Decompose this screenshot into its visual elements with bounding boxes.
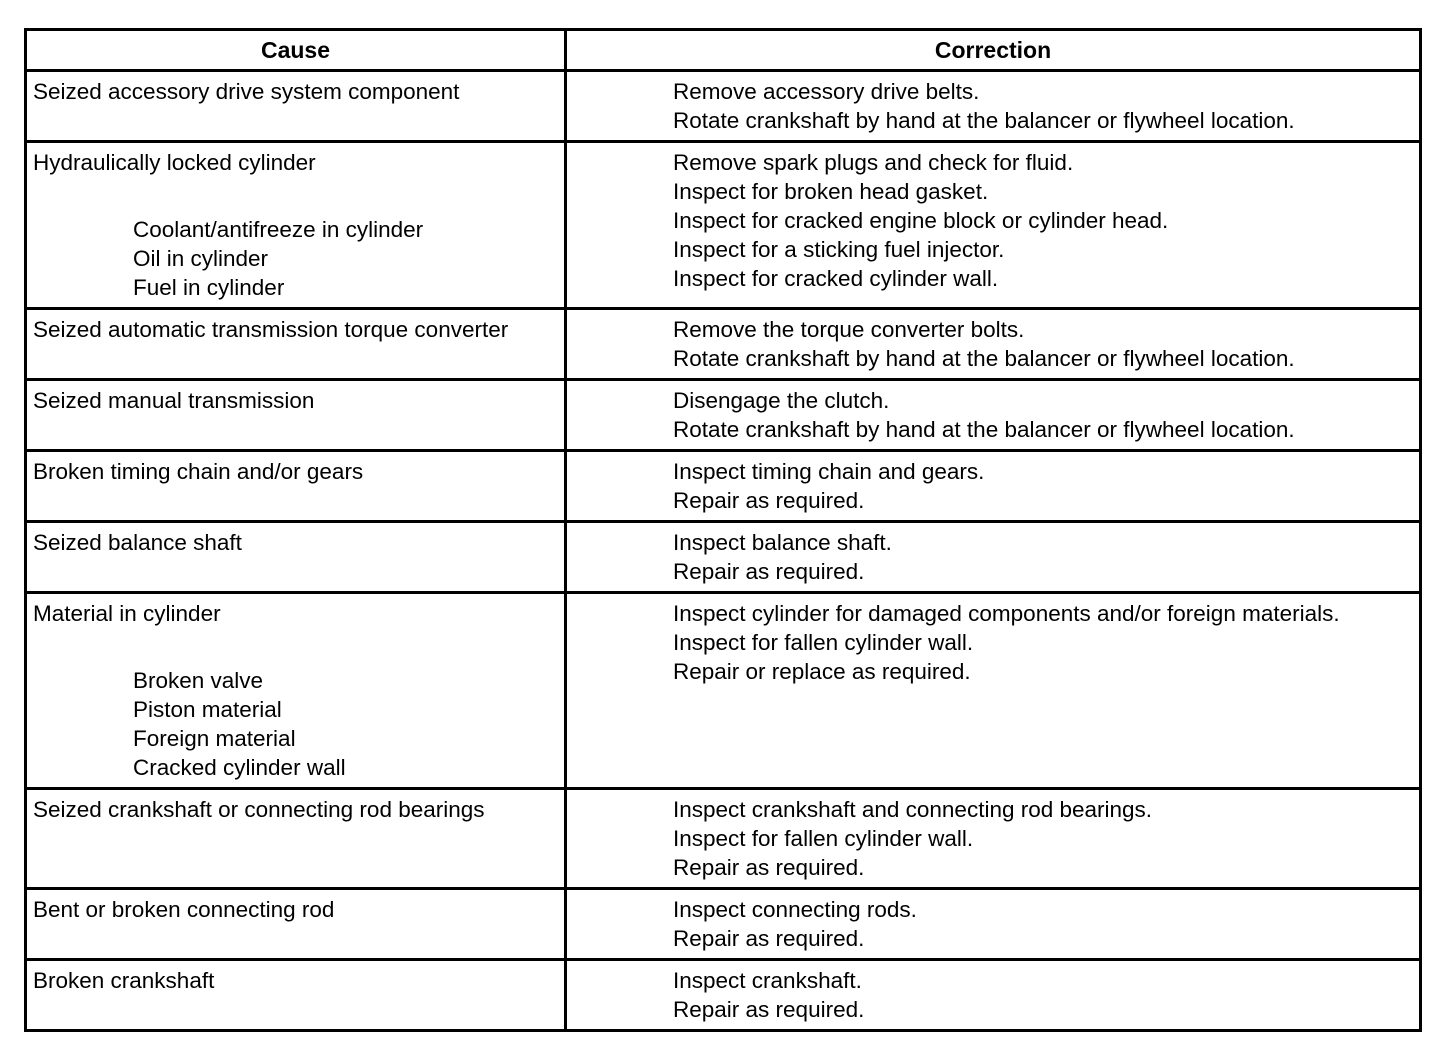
correction-step: Inspect for fallen cylinder wall. [673,826,974,851]
cause-cell [26,889,566,960]
table-row [26,71,1421,142]
cause-cell [26,142,566,309]
cause-cell [26,309,566,380]
sub-cause-item: Broken valve [133,668,264,693]
sub-cause-item: Piston material [133,697,282,722]
correction-step: Remove spark plugs and check for fluid. [673,150,1074,175]
correction-step: Inspect connecting rods. [673,897,917,922]
correction-cell [566,71,1421,142]
table-row [26,889,1421,960]
sub-cause-item: Fuel in cylinder [133,275,285,300]
diagnostic-table-container [24,28,1419,1032]
sub-cause-item: Oil in cylinder [133,246,269,271]
correction-step: Inspect crankshaft and connecting rod bearings. [673,797,1153,822]
cause-cell [26,789,566,889]
correction-step: Repair as required. [673,997,865,1022]
cause-text: Seized manual transmission [33,388,315,413]
correction-step: Inspect cylinder for damaged components and/or foreign materials. [673,601,1340,626]
correction-cell [566,522,1421,593]
table-row [26,522,1421,593]
cause-cell [26,71,566,142]
cause-text: Broken timing chain and/or gears [33,459,364,484]
cause-cell [26,593,566,789]
correction-step: Repair as required. [673,926,865,951]
table-header-row [26,30,1421,71]
cause-text: Seized crankshaft or connecting rod bearings [33,797,485,822]
correction-step: Inspect timing chain and gears. [673,459,985,484]
correction-step: Inspect for broken head gasket. [673,179,989,204]
table-row [26,593,1421,789]
cause-cell [26,451,566,522]
correction-cell [566,142,1421,309]
correction-step: Repair as required. [673,559,865,584]
correction-step: Rotate crankshaft by hand at the balancer or flywheel location. [673,346,1295,371]
cause-cell [26,960,566,1031]
table-row [26,789,1421,889]
correction-step: Inspect balance shaft. [673,530,892,555]
correction-step: Inspect for cracked cylinder wall. [673,266,999,291]
correction-step: Disengage the clutch. [673,388,890,413]
table-row [26,142,1421,309]
table-row [26,309,1421,380]
correction-step: Inspect for a sticking fuel injector. [673,237,1005,262]
correction-step: Remove the torque converter bolts. [673,317,1025,342]
table-row [26,960,1421,1031]
cause-text: Seized accessory drive system component [33,79,460,104]
correction-cell [566,789,1421,889]
correction-step: Inspect for fallen cylinder wall. [673,630,974,655]
correction-step: Repair or replace as required. [673,659,971,684]
sub-cause-item: Cracked cylinder wall [133,755,346,780]
cause-text: Bent or broken connecting rod [33,897,335,922]
sub-cause-list [33,666,564,782]
correction-cell [566,889,1421,960]
correction-step: Repair as required. [673,488,865,513]
correction-step: Inspect crankshaft. [673,968,862,993]
correction-cell [566,593,1421,789]
table-row [26,380,1421,451]
table-row [26,451,1421,522]
correction-cell [566,380,1421,451]
cause-text: Hydraulically locked cylinder [33,150,316,175]
cause-text: Broken crankshaft [33,968,215,993]
cause-column-header: Cause [26,30,566,71]
correction-step: Repair as required. [673,855,865,880]
correction-step: Inspect for cracked engine block or cylinder head. [673,208,1169,233]
cause-cell [26,522,566,593]
correction-step: Remove accessory drive belts. [673,79,980,104]
correction-column-header: Correction [566,30,1421,71]
correction-cell [566,309,1421,380]
correction-step: Rotate crankshaft by hand at the balancer or flywheel location. [673,108,1295,133]
sub-cause-item: Foreign material [133,726,296,751]
cause-cell [26,380,566,451]
diagnostic-table [24,28,1422,1032]
correction-cell [566,960,1421,1031]
cause-text: Seized automatic transmission torque converter [33,317,509,342]
correction-cell [566,451,1421,522]
sub-cause-list [33,215,564,302]
table-body [26,71,1421,1031]
sub-cause-item: Coolant/antifreeze in cylinder [133,217,424,242]
cause-text: Seized balance shaft [33,530,242,555]
correction-step: Rotate crankshaft by hand at the balancer or flywheel location. [673,417,1295,442]
cause-text: Material in cylinder [33,601,221,626]
